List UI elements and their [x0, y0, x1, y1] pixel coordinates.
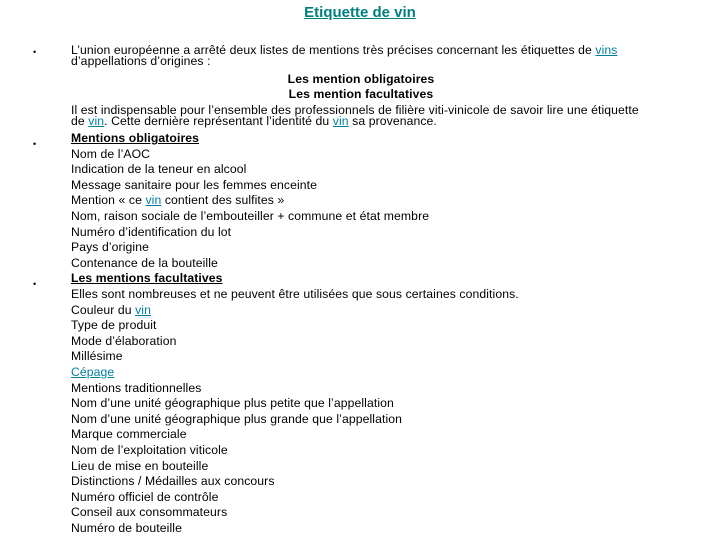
list-item: Nom, raison sociale de l’embouteiller + commune et état membre	[71, 209, 430, 223]
list-item: Numéro de bouteille	[71, 521, 182, 535]
list-item: Marque commerciale	[71, 427, 187, 441]
list-item: Type de produit	[71, 318, 157, 332]
list-item	[71, 366, 114, 379]
link-vin[interactable]: vin	[332, 114, 349, 128]
list-item: Millésime	[71, 349, 123, 363]
bullet: •	[33, 47, 37, 57]
list-item: Numéro d’identification du lot	[71, 225, 232, 239]
facultatives-intro: Elles sont nombreuses et ne peuvent être utilisées que sous certaines conditions.	[71, 287, 519, 301]
list-item: Indication de la teneur en alcool	[71, 162, 247, 176]
heading-mentions-facultatives: Les mentions facultatives	[71, 271, 223, 285]
list-title-facultatives: Les mention facultatives	[288, 87, 434, 101]
list-item: Conseil aux consommateurs	[71, 505, 228, 519]
list-item: Nom d’une unité géographique plus petite que l’appellation	[71, 396, 394, 410]
link-vins[interactable]: vins	[595, 43, 618, 57]
list-item: Distinctions / Médailles aux concours	[71, 474, 275, 488]
list-item: Mode d’élaboration	[71, 334, 177, 348]
paragraph-line-2: de vin. Cette dernière représentant l’identité du vin sa provenance.	[71, 114, 437, 128]
list-item: Mentions traditionnelles	[71, 381, 202, 395]
bullet: •	[33, 139, 37, 149]
intro-line-1: L’union européenne a arrêté deux listes de mentions très précises concernant les étiquettes de vins	[71, 43, 618, 57]
list-item: Nom de l’AOC	[71, 147, 151, 161]
paragraph-line-1: Il est indispensable pour l’ensemble des professionnels de filière viti-vinicole de savoir lire une étiquette	[71, 103, 639, 117]
list-item: Nom de l’exploitation viticole	[71, 443, 228, 457]
link-vin[interactable]: vin	[135, 303, 151, 317]
list-item: Message sanitaire pour les femmes enceinte	[71, 178, 318, 192]
list-item: Couleur du vin	[71, 303, 151, 317]
list-title-obligatoires: Les mention obligatoires	[287, 72, 435, 86]
link-vin[interactable]: vin	[88, 114, 105, 128]
list-item: Contenance de la bouteille	[71, 256, 218, 270]
list-item: Pays d’origine	[71, 240, 149, 254]
link-cepage[interactable]: Cépage	[71, 365, 115, 379]
link-vin[interactable]: vin	[145, 193, 162, 207]
page-title: Etiquette de vin	[304, 4, 416, 21]
list-item: Lieu de mise en bouteille	[71, 459, 209, 473]
heading-mentions-obligatoires: Mentions obligatoires	[71, 131, 200, 145]
list-item: Mention « ce vin contient des sulfites »	[71, 193, 285, 207]
intro-line-2: d’appellations d’origines :	[71, 54, 211, 68]
list-item: Numéro officiel de contrôle	[71, 490, 219, 504]
bullet: •	[33, 279, 37, 289]
list-item: Nom d’une unité géographique plus grande que l’appellation	[71, 412, 403, 426]
